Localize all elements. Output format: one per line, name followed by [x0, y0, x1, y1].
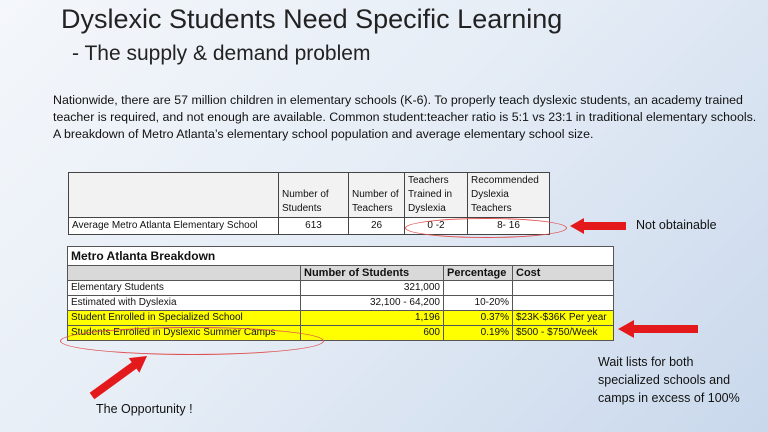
header-recommended-teachers: Recommended Dyslexia Teachers	[468, 173, 550, 218]
row-label: Students Enrolled in Dyslexic Summer Camps	[68, 326, 301, 341]
header-cost: Cost	[513, 266, 614, 281]
row-label: Estimated with Dyslexia	[68, 296, 301, 311]
header-percentage: Percentage	[444, 266, 513, 281]
wait-lists-note: Wait lists for both specialized schools and camps in excess of 100%	[598, 355, 740, 405]
row-label: Elementary Students	[68, 281, 301, 296]
row-students: 32,100 - 64,200	[301, 296, 444, 311]
table-row	[68, 281, 614, 296]
arrow-icon	[618, 320, 698, 338]
table-row-highlighted	[68, 311, 614, 326]
row-percentage: 0.19%	[444, 326, 513, 341]
header-cell-empty	[69, 173, 279, 218]
row-percentage: 0.37%	[444, 311, 513, 326]
header-number-of-students: Number of Students	[301, 266, 444, 281]
row-cost: $500 - $750/Week	[513, 326, 614, 341]
highlight-oval	[405, 218, 567, 238]
slide-subtitle: - The supply & demand problem	[72, 42, 371, 65]
school-trained: 0 -2	[405, 218, 468, 235]
school-students: 613	[279, 218, 349, 235]
row-percentage	[444, 281, 513, 296]
arrow-icon	[88, 356, 148, 400]
header-number-of-students: Number of Students	[279, 173, 349, 218]
table-header-row	[68, 266, 614, 281]
table-header-row	[69, 173, 550, 218]
slide-title: Dyslexic Students Need Specific Learning	[61, 4, 563, 34]
table-row	[68, 296, 614, 311]
not-obtainable-label: Not obtainable	[636, 218, 717, 232]
school-label: Average Metro Atlanta Elementary School	[69, 218, 279, 235]
opportunity-oval	[60, 327, 324, 355]
header-cell-empty	[68, 266, 301, 281]
table-caption-row	[68, 247, 614, 266]
row-cost	[513, 281, 614, 296]
row-students: 600	[301, 326, 444, 341]
school-recommended: 8- 16	[468, 218, 550, 235]
header-number-of-teachers: Number of Teachers	[349, 173, 405, 218]
header-teachers-trained: Teachers Trained in Dyslexia	[405, 173, 468, 218]
row-students: 321,000	[301, 281, 444, 296]
row-cost	[513, 296, 614, 311]
arrow-icon	[570, 218, 626, 234]
opportunity-label: The Opportunity !	[96, 402, 193, 416]
row-students: 1,196	[301, 311, 444, 326]
row-cost: $23K-$36K Per year	[513, 311, 614, 326]
intro-paragraph: Nationwide, there are 57 million children in elementary schools (K-6). To properly teach dyslexic students, an academy trained teacher is required, and not enough are available. Common student:teacher ratio is 5:1 vs 23:1 in traditional elementary schools. A breakdown of Metro Atlanta’s elementary school population and average elementary school size.	[53, 93, 757, 141]
row-label: Student Enrolled in Specialized School	[68, 311, 301, 326]
school-teachers: 26	[349, 218, 405, 235]
row-percentage: 10-20%	[444, 296, 513, 311]
breakdown-title: Metro Atlanta Breakdown	[68, 247, 614, 266]
